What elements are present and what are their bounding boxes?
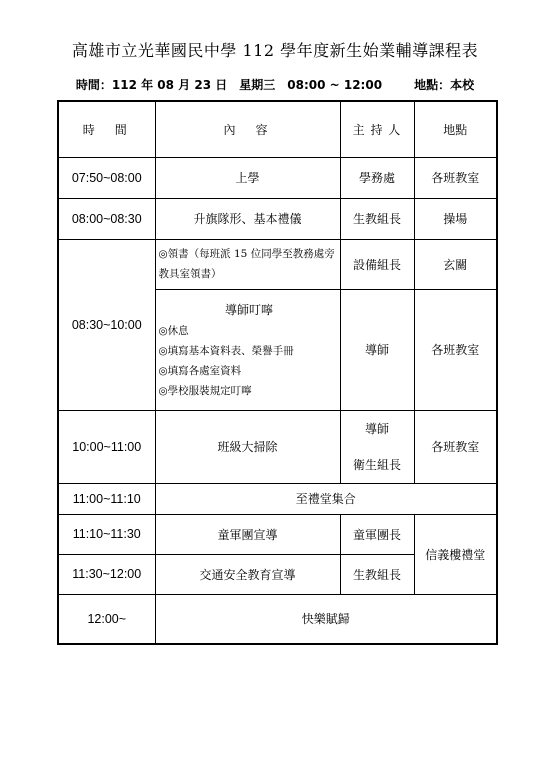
table-row	[58, 594, 497, 644]
time-info: 時間：112 年 08 月 23 日 星期三 08:00 ~ 12:00	[75, 78, 383, 92]
header-content: 內 容	[155, 101, 340, 157]
content-line: 教具室領書）	[158, 268, 222, 280]
row-time: 08:30~10:00	[58, 239, 155, 410]
row-time: 08:00~08:30	[58, 198, 155, 239]
row-place: 信義樓禮堂	[414, 514, 497, 594]
row-content: 上學	[155, 157, 340, 198]
content-heading: 導師叮嚀	[224, 302, 273, 317]
row-content: 班級大掃除	[155, 410, 340, 483]
row-place: 各班教室	[414, 289, 497, 410]
header-place: 地點	[414, 101, 497, 157]
host-line: 衛生組長	[352, 457, 401, 472]
row-content: 快樂賦歸	[155, 594, 497, 644]
header-host: 主 持 人	[340, 101, 414, 157]
content-item: ◎休息	[158, 324, 189, 337]
table-row	[58, 514, 497, 554]
row-place: 各班教室	[414, 157, 497, 198]
row-time: 10:00~11:00	[58, 410, 155, 483]
table-row	[58, 198, 497, 239]
row-content	[155, 239, 340, 289]
row-host: 學務處	[340, 157, 414, 198]
row-place: 操場	[414, 198, 497, 239]
row-host: 導師	[340, 289, 414, 410]
row-content: 至禮堂集合	[155, 483, 497, 514]
header-time: 時 間	[58, 101, 155, 157]
header-row	[58, 101, 497, 157]
host-line: 導師	[364, 421, 389, 436]
content-item: ◎填寫基本資料表、榮譽手冊	[158, 344, 294, 357]
content-item: ◎學校服裝規定叮嚀	[158, 384, 252, 397]
table-row	[58, 239, 497, 289]
page-title: 高雄市立光華國民中學 112 學年度新生始業輔導課程表	[71, 41, 479, 60]
row-host	[340, 410, 414, 483]
row-content: 交通安全教育宣導	[155, 554, 340, 594]
row-host: 生教組長	[340, 554, 414, 594]
content-line: ◎領書（每班派 15 位同學至教務處旁	[158, 248, 335, 260]
row-place: 玄關	[414, 239, 497, 289]
row-place: 各班教室	[414, 410, 497, 483]
content-item: ◎填寫各處室資料	[158, 364, 242, 377]
table-row	[58, 410, 497, 483]
row-time: 11:10~11:30	[58, 514, 155, 554]
row-host: 設備組長	[340, 239, 414, 289]
row-time: 12:00~	[58, 594, 155, 644]
row-content	[155, 289, 340, 410]
table-row	[58, 483, 497, 514]
row-host: 生教組長	[340, 198, 414, 239]
row-host: 童軍團長	[340, 514, 414, 554]
row-content: 升旗隊形、基本禮儀	[155, 198, 340, 239]
row-time: 11:00~11:10	[58, 483, 155, 514]
location-info: 地點：本校	[414, 78, 475, 92]
schedule-info	[0, 76, 550, 93]
schedule-table	[57, 100, 498, 645]
row-time: 07:50~08:00	[58, 157, 155, 198]
row-time: 11:30~12:00	[58, 554, 155, 594]
table-row	[58, 157, 497, 198]
row-content: 童軍團宣導	[155, 514, 340, 554]
